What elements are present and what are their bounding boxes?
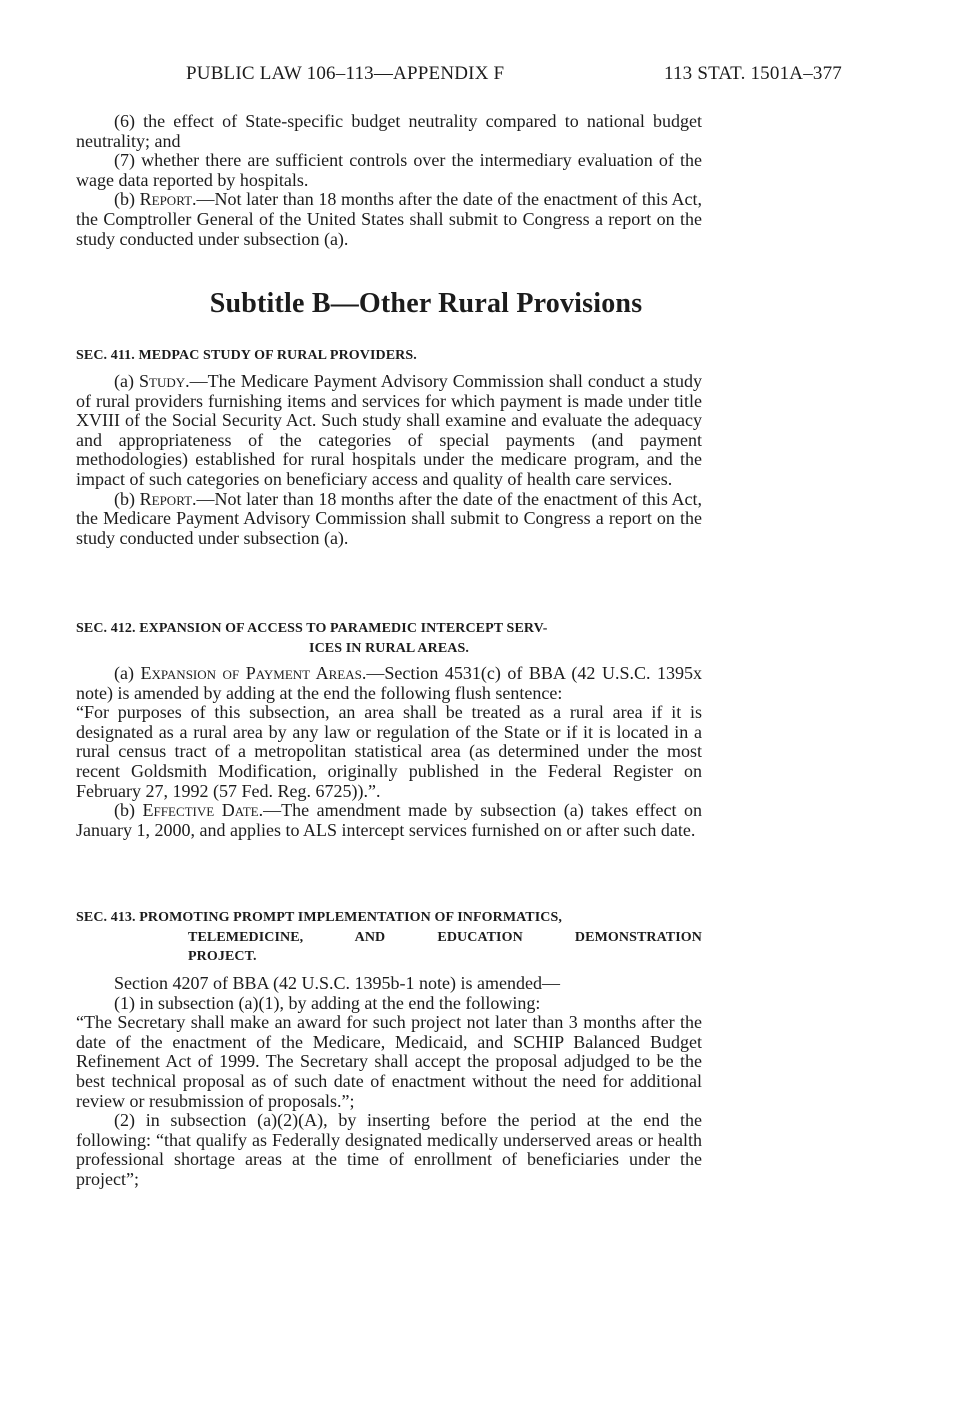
- sec-412-b: [76, 801, 702, 840]
- sec-413-body: [76, 974, 702, 1190]
- sec-412-b-prefix: (b): [114, 800, 143, 821]
- sec-412-a: [76, 664, 702, 703]
- sec-411-a-text: .—The Medicare Payment Advisory Commission shall conduct a study of rural providers furnishing items and services for which payment is made under title XVIII of the Social Security Act. Such study shall examine and evaluate the adequacy and appropriateness of the categories of special payments (and payment methodologies) established for rural hospitals under the medicare program, and the impact of such categories on beneficiary access and quality of health care services.: [76, 371, 702, 489]
- sec-411-b-label: Report: [139, 488, 193, 509]
- sec-411-a-prefix: (a): [114, 371, 140, 391]
- sec-413-intro: Section 4207 of BBA (42 U.S.C. 1395b-1 note) is amended—: [114, 973, 560, 993]
- sec-412-heading-line2: ICES IN RURAL AREAS.: [309, 640, 469, 656]
- subsection-b-report: [76, 190, 702, 249]
- sec-411-heading: SEC. 411. MEDPAC STUDY OF RURAL PROVIDERS.: [76, 348, 417, 363]
- sec-413-item-2: (2) in subsection (a)(2)(A), by inserting before the period at the end the following: “that qualify as Federally designated medically underserved areas or health professional shortage areas at the time of enrollment of beneficiaries under the project”;: [76, 1110, 702, 1189]
- sec-411-body: [76, 372, 702, 548]
- item-7: (7) whether there are sufficient controls over the intermediary evaluation of the wage data reported by hospitals.: [76, 150, 702, 190]
- sec-412-b-label: Effective Date: [142, 800, 259, 821]
- sec-412-b-text: .—The amendment made by subsection (a) takes effect on January 1, 2000, and applies to ALS intercept services furnished on or after such date.: [76, 800, 702, 840]
- sec-411-b: [76, 490, 702, 549]
- sec-413-item-1: [76, 994, 702, 1014]
- sec-413-heading: [76, 908, 702, 967]
- sec-413-item-1-quote: “The Secretary shall make an award for such project not later than 3 months after the date of the enactment of the Medicare, Medicaid, and SCHIP Balanced Budget Refinement Act of 1999. The Secretary shall accept the proposal adjudged to be the best technical proposal as of such date of enactment without the need for additional review or resubmission of proposals.”;: [76, 1012, 702, 1111]
- sec-411-a: [76, 372, 702, 490]
- sec-413-heading-line2: TELEMEDICINE, AND EDUCATION DEMONSTRATION: [188, 929, 702, 945]
- sec-412-a-text: .—Section 4531(c) of BBA (42 U.S.C. 1395x note) is amended by adding at the end the following flush sentence:: [76, 663, 702, 703]
- sec-412-heading-line1: SEC. 412. EXPANSION OF ACCESS TO PARAMEDIC INTERCEPT SERV-: [76, 621, 548, 636]
- sec-411-a-label: Study: [139, 371, 186, 391]
- sec-412-a-prefix: (a): [114, 663, 141, 683]
- subtitle-heading: Subtitle B—Other Rural Provisions: [209, 288, 643, 319]
- sec-412-flush-sentence: “For purposes of this subsection, an area shall be treated as a rural area if it is designated as a rural area by any law or regulation of the State or if it is located in a rural census tract of a metropolitan statistical area (as determined under the most recent Goldsmith Modification, originally published in the Federal Register on February 27, 1992 (57 Fed. Reg. 6725)).”.: [76, 702, 702, 801]
- sec-411-b-text: .—Not later than 18 months after the date of the enactment of this Act, the Medicare Payment Advisory Commission shall submit to Congress a report on the study conducted under subsection (a).: [76, 488, 702, 548]
- sec-412-heading: [76, 619, 702, 658]
- running-header: [186, 63, 842, 85]
- sec-413-heading-line1: SEC. 413. PROMOTING PROMPT IMPLEMENTATION OF INFORMATICS,: [76, 910, 562, 925]
- header-right: 113 STAT. 1501A–377: [663, 63, 842, 84]
- sec-413-item-1-lead: (1) in subsection (a)(1), by adding at the end the following:: [114, 992, 541, 1013]
- sec-413-heading-line3: PROJECT.: [188, 949, 257, 964]
- sec-412-a-label: Expansion of Payment Areas: [140, 663, 362, 683]
- item-6: (6) the effect of State-specific budget neutrality compared to national budget neutrality; and: [76, 111, 702, 151]
- report-label: Report: [139, 189, 193, 210]
- report-prefix: (b): [114, 189, 140, 210]
- sec-411-b-prefix: (b): [114, 488, 140, 509]
- header-left: PUBLIC LAW 106–113—APPENDIX F: [186, 63, 505, 84]
- intro-block: [76, 112, 702, 249]
- sec-412-body: [76, 664, 702, 840]
- report-text: .—Not later than 18 months after the date of the enactment of this Act, the Comptroller General of the United States shall submit to Congress a report on the study conducted under subsection (a).: [76, 189, 702, 249]
